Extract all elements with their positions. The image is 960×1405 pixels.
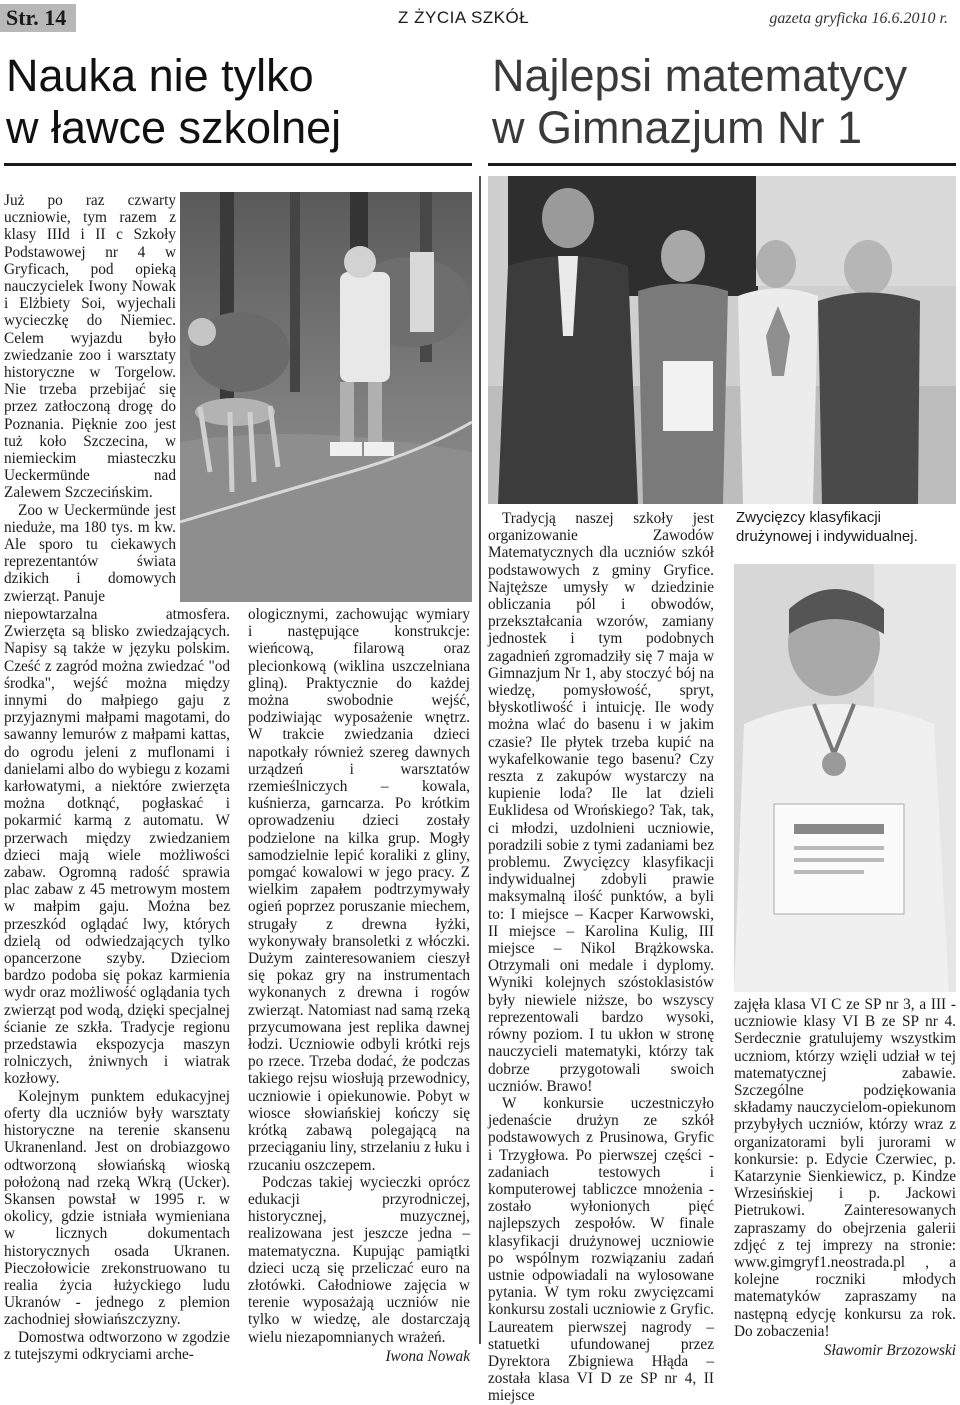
header-rule-left xyxy=(4,163,472,166)
winners-group-photo xyxy=(488,176,956,504)
article2-signature: Sławomir Brzozowski xyxy=(823,1342,956,1360)
headline-line: Nauka nie tylko xyxy=(6,50,314,101)
issue-date: gazeta gryficka 16.6.2010 r. xyxy=(769,10,948,27)
article2-headline xyxy=(492,50,907,154)
article1-signature: Iwona Nowak xyxy=(385,1347,470,1365)
paragraph: Zoo w Ueckermünde jest nieduże, ma 180 tys. m kw. Ale sporo tu ciekawych reprezentantów świata dzikich i domowych zwierząt. Panuje xyxy=(4,501,176,605)
article1-column-2 xyxy=(248,606,470,1365)
article1-column-1a xyxy=(4,192,176,605)
paragraph: niepowtarzalna atmosfera. Zwierzęta są blisko zwiedzających. Napisy są także w języku polskim. Cześć z zagród można zwiedzać "od środka", wejść można między innymi do małpiego gaju z przyjaznymi małpami magotami, do sawanny lemurów z małpami kattas, do ogrodu jeleni z muflonami i danielami albo do wybiegu z kozami karłowatymi, a niektóre zwierzęta można dotknąć, pogłaskać i pokarmić karmą z automatu. W przerwach między zwiedzaniem dzieci mają wiele możliwości zabaw. Ogromną radość sprawia plac zabaw z 45 metrowym mostem w małpim gaju. Można bez przeszkód oglądać lwy, których dzielą od odwiedzających tylko opancerzone szyby. Dzieciom bardzo podoba się pokaz karmienia wydr oraz możliwość oglądania tych zwierząt pod wodą, dzięki specjalnej ścianie ze szkła. Tradycje regionu przedstawia ekspozycja maszyn rolniczych, żniwnych i wiatrak kozłowy. xyxy=(4,606,230,1088)
article1-column-1b xyxy=(4,606,230,1363)
column-divider xyxy=(479,176,481,1344)
article1-headline xyxy=(6,50,341,154)
headline-line: Najlepsi matematycy xyxy=(492,50,908,101)
paragraph: W konkursie uczestniczyło jedenaście drużyn ze szkół podstawowych z Prusinowa, Gryfic i Trzygłowa. Po pierwszej części - zadaniach testowych i komputerowej tabliczce mnożenia - zostało wyłonionych pięć najlepszych zespołów. W finale klasyfikacji drużynowej uczniowie po wspólnym rozwiązaniu zadań ustnie odpowiadali na wylosowane pytania. W tym roku zwycięzcami konkursu zostali uczniowie z Gryfic. Laureatem pierwszej nagrody – statuetki ufundowanej przez Dyrektora Zbigniewa Hłąda – została klasa VI D ze SP nr 4, II miejsce xyxy=(488,1094,714,1405)
header-rule-right xyxy=(488,163,956,166)
article2-column-3 xyxy=(488,510,714,1405)
paragraph: Już po raz czwarty uczniowie, tym razem z klasy IIId i II c Szkoły Podstawowej nr 4 w Gryficach, pod opieką nauczycielek Iwony Nowak i Elżbiety Soi, wyjechali wycieczkę do Niemiec. Celem wyjazdu było zwiedzanie zoo i warsztaty historyczne w Torgelow. Nie trzeba przebijać się przez zatłoczoną drogę do Poznania. Pięknie zoo jest tuż koło Szczecina, w niemieckim miasteczku Ueckermünde nad Zalewem Szczecińskim. xyxy=(4,192,176,502)
paragraph: Podczas takiej wycieczki oprócz edukacji przyrodniczej, historycznej, muzycznej, realizowana jest jeszcze jedna – matematyczna. Kupując pamiątki dzieci uczą się przeliczać euro na złotówki. Całodniowe zajęcia w terenie wyposażają uczniów nie tylko w wiedzę, ale dostarczają wielu niezapomnianych wrażeń. xyxy=(248,1173,470,1346)
section-title: Z ŻYCIA SZKÓŁ xyxy=(398,8,530,27)
zoo-photo xyxy=(180,192,472,602)
page-header xyxy=(0,0,960,36)
paragraph: Kolejnym punktem edukacyjnej oferty dla uczniów były warsztaty historyczne na terenie skansenu Ukranenland. Jest on drobiazgowo odtworzoną słowiańską wioską położoną nad rzeką Wkrą (Ucker). Skansen powstał w 1995 r. w okolicy, gdzie istniała wymieniana w licznych dokumentach historycznych osada Ukranen. Pieczołowicie zrekonstruowano tu realia życia łużyckiego ludu Ukranów - jednego z plemion zachodniej słowiańszczyzny. xyxy=(4,1087,230,1329)
headline-line: w Gimnazjum Nr 1 xyxy=(492,102,863,153)
paragraph: zajęła klasa VI C ze SP nr 3, a III - uczniowie klasy VI B ze SP nr 4. Serdecznie gratulujemy wszystkim uczniom, którzy wzięli udział w tej matematycznej zabawie. Szczególne podziękowania składamy nauczycielom-opiekunom przybyłych uczniów, którzy wraz z organizatorami byli jurorami w konkursie: p. Edycie Czerwiec, p. Katarzynie Sienkiewicz, p. Kindze Wrzesińskiej i p. Jackowi Pietrukowi. Zainteresowanych zapraszamy do obejrzenia galerii zdjęć z tej imprezy na stronie: www.gimgryf1.neostrada.pl , a kolejne roczniki młodych matematyków zapraszamy na następną edycję konkursu za rok. Do zobaczenia! xyxy=(734,996,956,1340)
winner-medal-photo xyxy=(734,564,956,992)
paragraph: Domostwa odtworzono w zgodzie z tutejszymi odkryciami arche- xyxy=(4,1328,230,1363)
headline-line: w ławce szkolnej xyxy=(6,102,342,153)
paragraph: ologicznymi, zachowując wymiary i następujące konstrukcje: wieńcową, filarową oraz plecionkową (wiklina uszczelniana gliną). Praktycznie do każdej można swobodnie wejść, podziwiając wyposażenie wnętrz. W trakcie zwiedzania dzieci napotkały również szereg dawnych urządzeń i warsztatów rzemieślniczych – kowala, kuśnierza, garncarza. Po krótkim oprowadzeniu dzieci zostały podzielone na kilka grup. Mogły samodzielnie lepić koraliki z gliny, pomgać kowalowi w jego pracy. Z wielkim zapałem podtrzymywały ogień poprzez poruszanie miechem, strugały z drewna łyżki, wykonywały bransoletki z włóczki. Dużym zainteresowaniem cieszył się pokaz gry na instrumentach wykonanych z drewna i rogów zwierząt. Natomiast nad samą rzeką przycumowana jest replika dawnej łodzi. Uczniowie odbyli krótki rejs po rzece. Trzeba dodać, że podczas takiego rejsu wiosłują przewodnicy, uczniowie i opiekunowie. Pobyt w wiosce słowiańskiej kończy się krótką zabawą polegającą na przeciąganiu liny, strzelaniu z łuku i rzucaniu oszczepem. xyxy=(248,606,470,1174)
paragraph: Tradycją naszej szkoły jest organizowanie Zawodów Matematycznych dla uczniów szkół podstawowych z gminy Gryfice. Najtęższe umysły w dziedzinie obliczania pól i obwodów, przekształcania wzorów, zamiany jednostek i tym podobnych zagadnień zgromadziły się 7 maja w Gimnazjum Nr 1, aby stoczyć bój na wiedzę, pomysłowość, spryt, błyskotliwość i intuicję. Ile wody można wlać do basenu i w jakim czasie? Ile płytek trzeba kupić na wykafelkowanie tego basenu? Czy reszta z zakupów wystarczy na kupienie loda? Ile lat dzieli Euklidesa od Wrońskiego? Tak, tak, ci młodzi, uzdolnieni uczniowie, poradzili sobie z tymi zadaniami bez problemu. Zwycięzcy klasyfikacji indywidualnej zdobyli prawie maksymalną ilość punktów, a byli to: I miejsce – Kacper Karwowski, II miejsce – Karolina Kulig, III miejsce – Nikol Brążkowska. Otrzymali oni medale i dyplomy. Wyniki kolejnych szóstoklasistów były niewiele niższe, bo wszyscy reprezentowali bardzo wysoki, równy poziom. I tu ukłon w stronę nauczycieli matematyki, którzy tak dobrze przygotowali swoich uczniów. Brawo! xyxy=(488,510,714,1095)
article2-column-4 xyxy=(734,996,956,1359)
photo-caption: Zwycięzcy klasyfikacji drużynowej i indywidualnej. xyxy=(736,509,918,545)
page-number: Str. 14 xyxy=(0,4,76,32)
